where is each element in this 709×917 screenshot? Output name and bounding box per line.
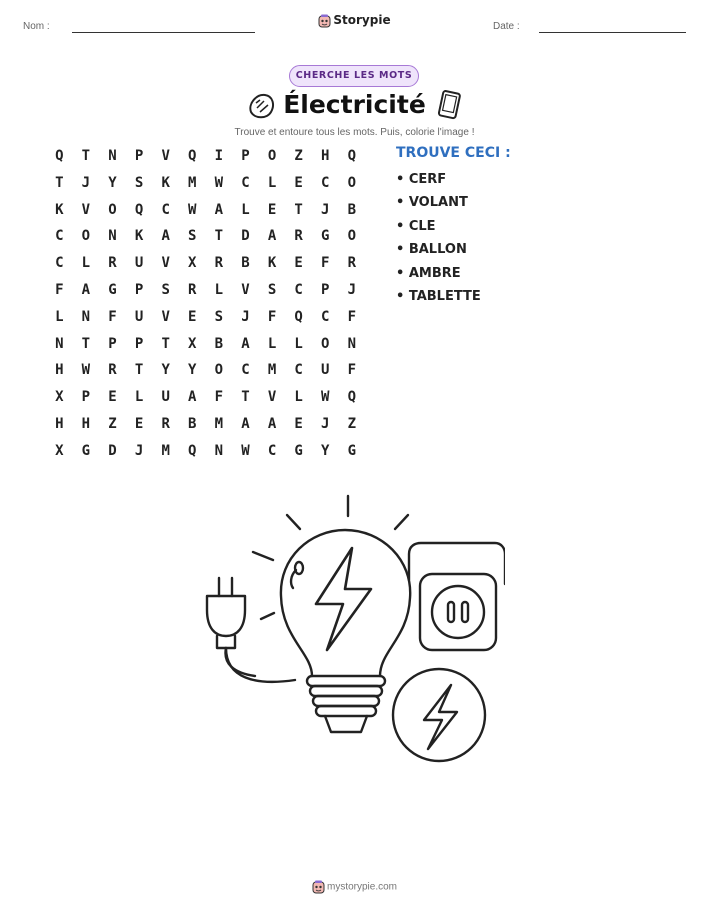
footer-url: mystorypie.com <box>326 881 397 893</box>
page-title: Électricité <box>283 90 426 119</box>
grid-letter[interactable]: Q <box>347 389 357 406</box>
grid-letter[interactable]: A <box>81 281 91 298</box>
grid-letter[interactable]: J <box>347 281 357 298</box>
grid-letter[interactable]: O <box>214 362 224 379</box>
grid-letter[interactable]: O <box>267 148 277 164</box>
name-label: Nom : <box>23 21 50 32</box>
grid-letter[interactable]: H <box>321 148 330 164</box>
grid-row <box>46 147 365 174</box>
grid-letter[interactable]: Z <box>294 148 303 164</box>
grid-letter[interactable]: L <box>241 201 250 218</box>
grid-letter[interactable]: V <box>81 201 91 218</box>
grid-letter[interactable]: C <box>321 308 330 325</box>
grid-letter[interactable]: T <box>81 335 91 352</box>
grid-letter[interactable]: O <box>108 201 117 218</box>
grid-letter[interactable]: G <box>108 281 117 298</box>
grid-letter[interactable]: L <box>81 255 91 272</box>
grid-row <box>46 281 365 308</box>
grid-letter[interactable]: J <box>134 442 144 459</box>
grid-letter[interactable]: R <box>294 228 303 245</box>
grid-letter[interactable]: Y <box>321 442 330 459</box>
grid-letter[interactable]: F <box>347 308 357 325</box>
grid-letter[interactable]: Y <box>188 362 197 379</box>
grid-letter[interactable]: N <box>347 335 357 352</box>
grid-letter[interactable]: A <box>214 201 224 218</box>
grid-letter[interactable]: A <box>161 228 170 245</box>
instructions: Trouve et entoure tous les mots. Puis, colorie l'image ! <box>234 127 475 138</box>
find-word-list <box>396 172 481 312</box>
grid-letter[interactable]: T <box>294 201 303 218</box>
grid-letter[interactable]: G <box>81 442 91 459</box>
grid-letter[interactable]: H <box>55 415 64 432</box>
grid-letter[interactable]: R <box>214 255 224 272</box>
grid-letter[interactable]: P <box>81 389 91 406</box>
grid-letter[interactable]: E <box>108 389 117 406</box>
grid-letter[interactable]: T <box>134 362 144 379</box>
grid-letter[interactable]: U <box>161 389 170 406</box>
storypie-logo-icon <box>318 14 331 28</box>
grid-letter[interactable]: M <box>161 442 170 459</box>
grid-letter[interactable]: T <box>55 174 64 191</box>
grid-letter[interactable]: P <box>241 148 250 164</box>
grid-letter[interactable]: K <box>55 201 64 218</box>
grid-letter[interactable]: U <box>321 362 330 379</box>
grid-letter[interactable]: G <box>347 442 357 459</box>
grid-letter[interactable]: Z <box>347 415 357 432</box>
grid-letter[interactable]: G <box>321 228 330 245</box>
find-word-item: • CERF <box>396 172 447 187</box>
grid-letter[interactable]: C <box>55 255 64 272</box>
grid-letter[interactable]: C <box>321 174 330 191</box>
grid-row <box>46 201 365 228</box>
grid-letter[interactable]: E <box>294 174 303 191</box>
grid-letter[interactable]: Y <box>108 174 117 191</box>
grid-row <box>46 388 365 415</box>
brand-name: Storypie <box>333 13 391 27</box>
grid-letter[interactable]: C <box>161 201 170 218</box>
grid-letter[interactable]: P <box>134 281 144 298</box>
grid-letter[interactable]: C <box>267 442 277 459</box>
grid-letter[interactable]: N <box>55 335 64 352</box>
grid-letter[interactable]: Q <box>347 148 357 164</box>
grid-letter[interactable]: U <box>134 308 144 325</box>
grid-letter[interactable]: J <box>241 308 250 325</box>
electricity-illustration <box>195 488 505 768</box>
grid-letter[interactable]: E <box>134 415 144 432</box>
grid-letter[interactable]: L <box>267 335 277 352</box>
grid-letter[interactable]: M <box>267 362 277 379</box>
grid-letter[interactable]: Q <box>294 308 303 325</box>
grid-letter[interactable]: D <box>241 228 250 245</box>
grid-letter[interactable]: B <box>214 335 224 352</box>
grid-letter[interactable]: A <box>241 415 250 432</box>
grid-letter[interactable]: N <box>108 148 117 164</box>
footer <box>0 880 709 894</box>
grid-letter[interactable]: E <box>188 308 197 325</box>
grid-letter[interactable]: N <box>108 228 117 245</box>
grid-letter[interactable]: V <box>267 389 277 406</box>
grid-row <box>46 254 365 281</box>
grid-letter[interactable]: Z <box>108 415 117 432</box>
find-word-item: • AMBRE <box>396 265 461 281</box>
grid-letter[interactable]: T <box>241 389 250 406</box>
grid-letter[interactable]: W <box>214 174 224 191</box>
grid-letter[interactable]: T <box>161 335 170 352</box>
grid-letter[interactable]: N <box>214 442 224 459</box>
grid-letter[interactable]: P <box>108 335 117 352</box>
grid-letter[interactable]: A <box>188 389 197 406</box>
grid-row <box>46 442 365 469</box>
find-word-item: • BALLON <box>396 242 467 258</box>
grid-letter[interactable]: C <box>294 281 303 298</box>
grid-letter[interactable]: M <box>214 415 224 432</box>
activity-badge: CHERCHE LES MOTS <box>289 65 419 87</box>
grid-letter[interactable]: N <box>81 308 91 325</box>
grid-letter[interactable]: L <box>294 389 303 406</box>
grid-letter[interactable]: A <box>241 335 250 352</box>
grid-letter[interactable]: J <box>321 201 330 218</box>
grid-letter[interactable]: L <box>55 308 64 325</box>
grid-letter[interactable]: O <box>81 228 91 245</box>
grid-letter[interactable]: F <box>108 308 117 325</box>
grid-row <box>46 361 365 388</box>
grid-letter[interactable]: K <box>134 228 144 245</box>
find-word-item: • CLE <box>396 218 436 234</box>
grid-letter[interactable]: B <box>241 255 250 272</box>
grid-row <box>46 227 365 254</box>
grid-letter[interactable]: P <box>321 281 330 298</box>
grid-letter[interactable]: W <box>241 442 250 459</box>
tablet-icon <box>436 89 462 121</box>
grid-letter[interactable]: J <box>321 415 330 432</box>
grid-letter[interactable]: Q <box>134 201 144 218</box>
date-label: Date : <box>493 21 520 32</box>
grid-letter[interactable]: A <box>267 415 277 432</box>
grid-letter[interactable]: A <box>267 228 277 245</box>
grid-letter[interactable]: G <box>294 442 303 459</box>
grid-letter[interactable]: L <box>267 174 277 191</box>
grid-letter[interactable]: L <box>134 389 144 406</box>
grid-letter[interactable]: L <box>294 335 303 352</box>
grid-letter[interactable]: R <box>347 255 357 272</box>
grid-letter[interactable]: W <box>81 362 91 379</box>
grid-letter[interactable]: R <box>108 362 117 379</box>
grid-letter[interactable]: Y <box>161 362 170 379</box>
grid-letter[interactable]: I <box>214 148 224 164</box>
grid-letter[interactable]: E <box>294 415 303 432</box>
grid-letter[interactable]: F <box>321 255 330 272</box>
grid-letter[interactable]: H <box>55 362 64 379</box>
grid-letter[interactable]: P <box>134 335 144 352</box>
grid-letter[interactable]: C <box>55 228 64 245</box>
find-word-item: • VOLANT <box>396 195 468 211</box>
grid-letter[interactable]: X <box>55 389 64 406</box>
grid-letter[interactable]: R <box>161 415 170 432</box>
grid-letter[interactable]: S <box>134 174 144 191</box>
grid-letter[interactable]: S <box>188 228 197 245</box>
grid-letter[interactable]: R <box>188 281 197 298</box>
grid-letter[interactable]: T <box>214 228 224 245</box>
grid-letter[interactable]: W <box>188 201 197 218</box>
grid-row <box>46 335 365 362</box>
grid-letter[interactable]: X <box>55 442 64 459</box>
grid-row <box>46 174 365 201</box>
grid-letter[interactable]: V <box>161 148 170 164</box>
grid-letter[interactable]: J <box>81 174 91 191</box>
grid-letter[interactable]: X <box>188 335 197 352</box>
grid-letter[interactable]: R <box>108 255 117 272</box>
grid-row <box>46 415 365 442</box>
grid-letter[interactable]: K <box>267 255 277 272</box>
grid-letter[interactable]: X <box>188 255 197 272</box>
grid-letter[interactable]: Q <box>55 148 64 164</box>
grid-letter[interactable]: Q <box>188 442 197 459</box>
light-rays-icon <box>253 496 408 619</box>
grid-row <box>46 308 365 335</box>
grid-letter[interactable]: M <box>188 174 197 191</box>
grid-letter[interactable]: V <box>241 281 250 298</box>
grid-letter[interactable]: H <box>81 415 91 432</box>
find-list-title: TROUVE CECI : <box>396 145 511 161</box>
grid-letter[interactable]: E <box>294 255 303 272</box>
grid-letter[interactable]: C <box>241 362 250 379</box>
grid-letter[interactable]: O <box>347 174 357 191</box>
grid-letter[interactable]: C <box>241 174 250 191</box>
grid-letter[interactable]: C <box>294 362 303 379</box>
grid-letter[interactable]: B <box>347 201 357 218</box>
name-line <box>72 32 255 33</box>
brand <box>0 13 709 28</box>
grid-letter[interactable]: E <box>267 201 277 218</box>
grid-letter[interactable]: O <box>347 228 357 245</box>
grid-letter[interactable]: Q <box>188 148 197 164</box>
grid-letter[interactable]: L <box>214 281 224 298</box>
grid-letter[interactable]: W <box>321 389 330 406</box>
grid-letter[interactable]: F <box>214 389 224 406</box>
grid-letter[interactable]: S <box>267 281 277 298</box>
grid-letter[interactable]: S <box>161 281 170 298</box>
date-line <box>539 32 686 33</box>
word-search-grid <box>46 147 365 469</box>
grid-letter[interactable]: S <box>214 308 224 325</box>
grid-letter[interactable]: F <box>347 362 357 379</box>
grid-letter[interactable]: T <box>81 148 91 164</box>
grid-letter[interactable]: V <box>161 308 170 325</box>
grid-letter[interactable]: B <box>188 415 197 432</box>
power-socket-icon <box>409 543 505 650</box>
grid-letter[interactable]: F <box>267 308 277 325</box>
grid-letter[interactable]: U <box>134 255 144 272</box>
grid-letter[interactable]: O <box>321 335 330 352</box>
light-bulb-icon <box>281 530 410 732</box>
grid-letter[interactable]: D <box>108 442 117 459</box>
grid-letter[interactable]: F <box>55 281 64 298</box>
grid-letter[interactable]: P <box>134 148 144 164</box>
lightning-badge-icon <box>393 669 485 761</box>
find-word-item: • TABLETTE <box>396 288 481 304</box>
grid-letter[interactable]: V <box>161 255 170 272</box>
grid-letter[interactable]: K <box>161 174 170 191</box>
storypie-logo-icon <box>312 880 325 894</box>
